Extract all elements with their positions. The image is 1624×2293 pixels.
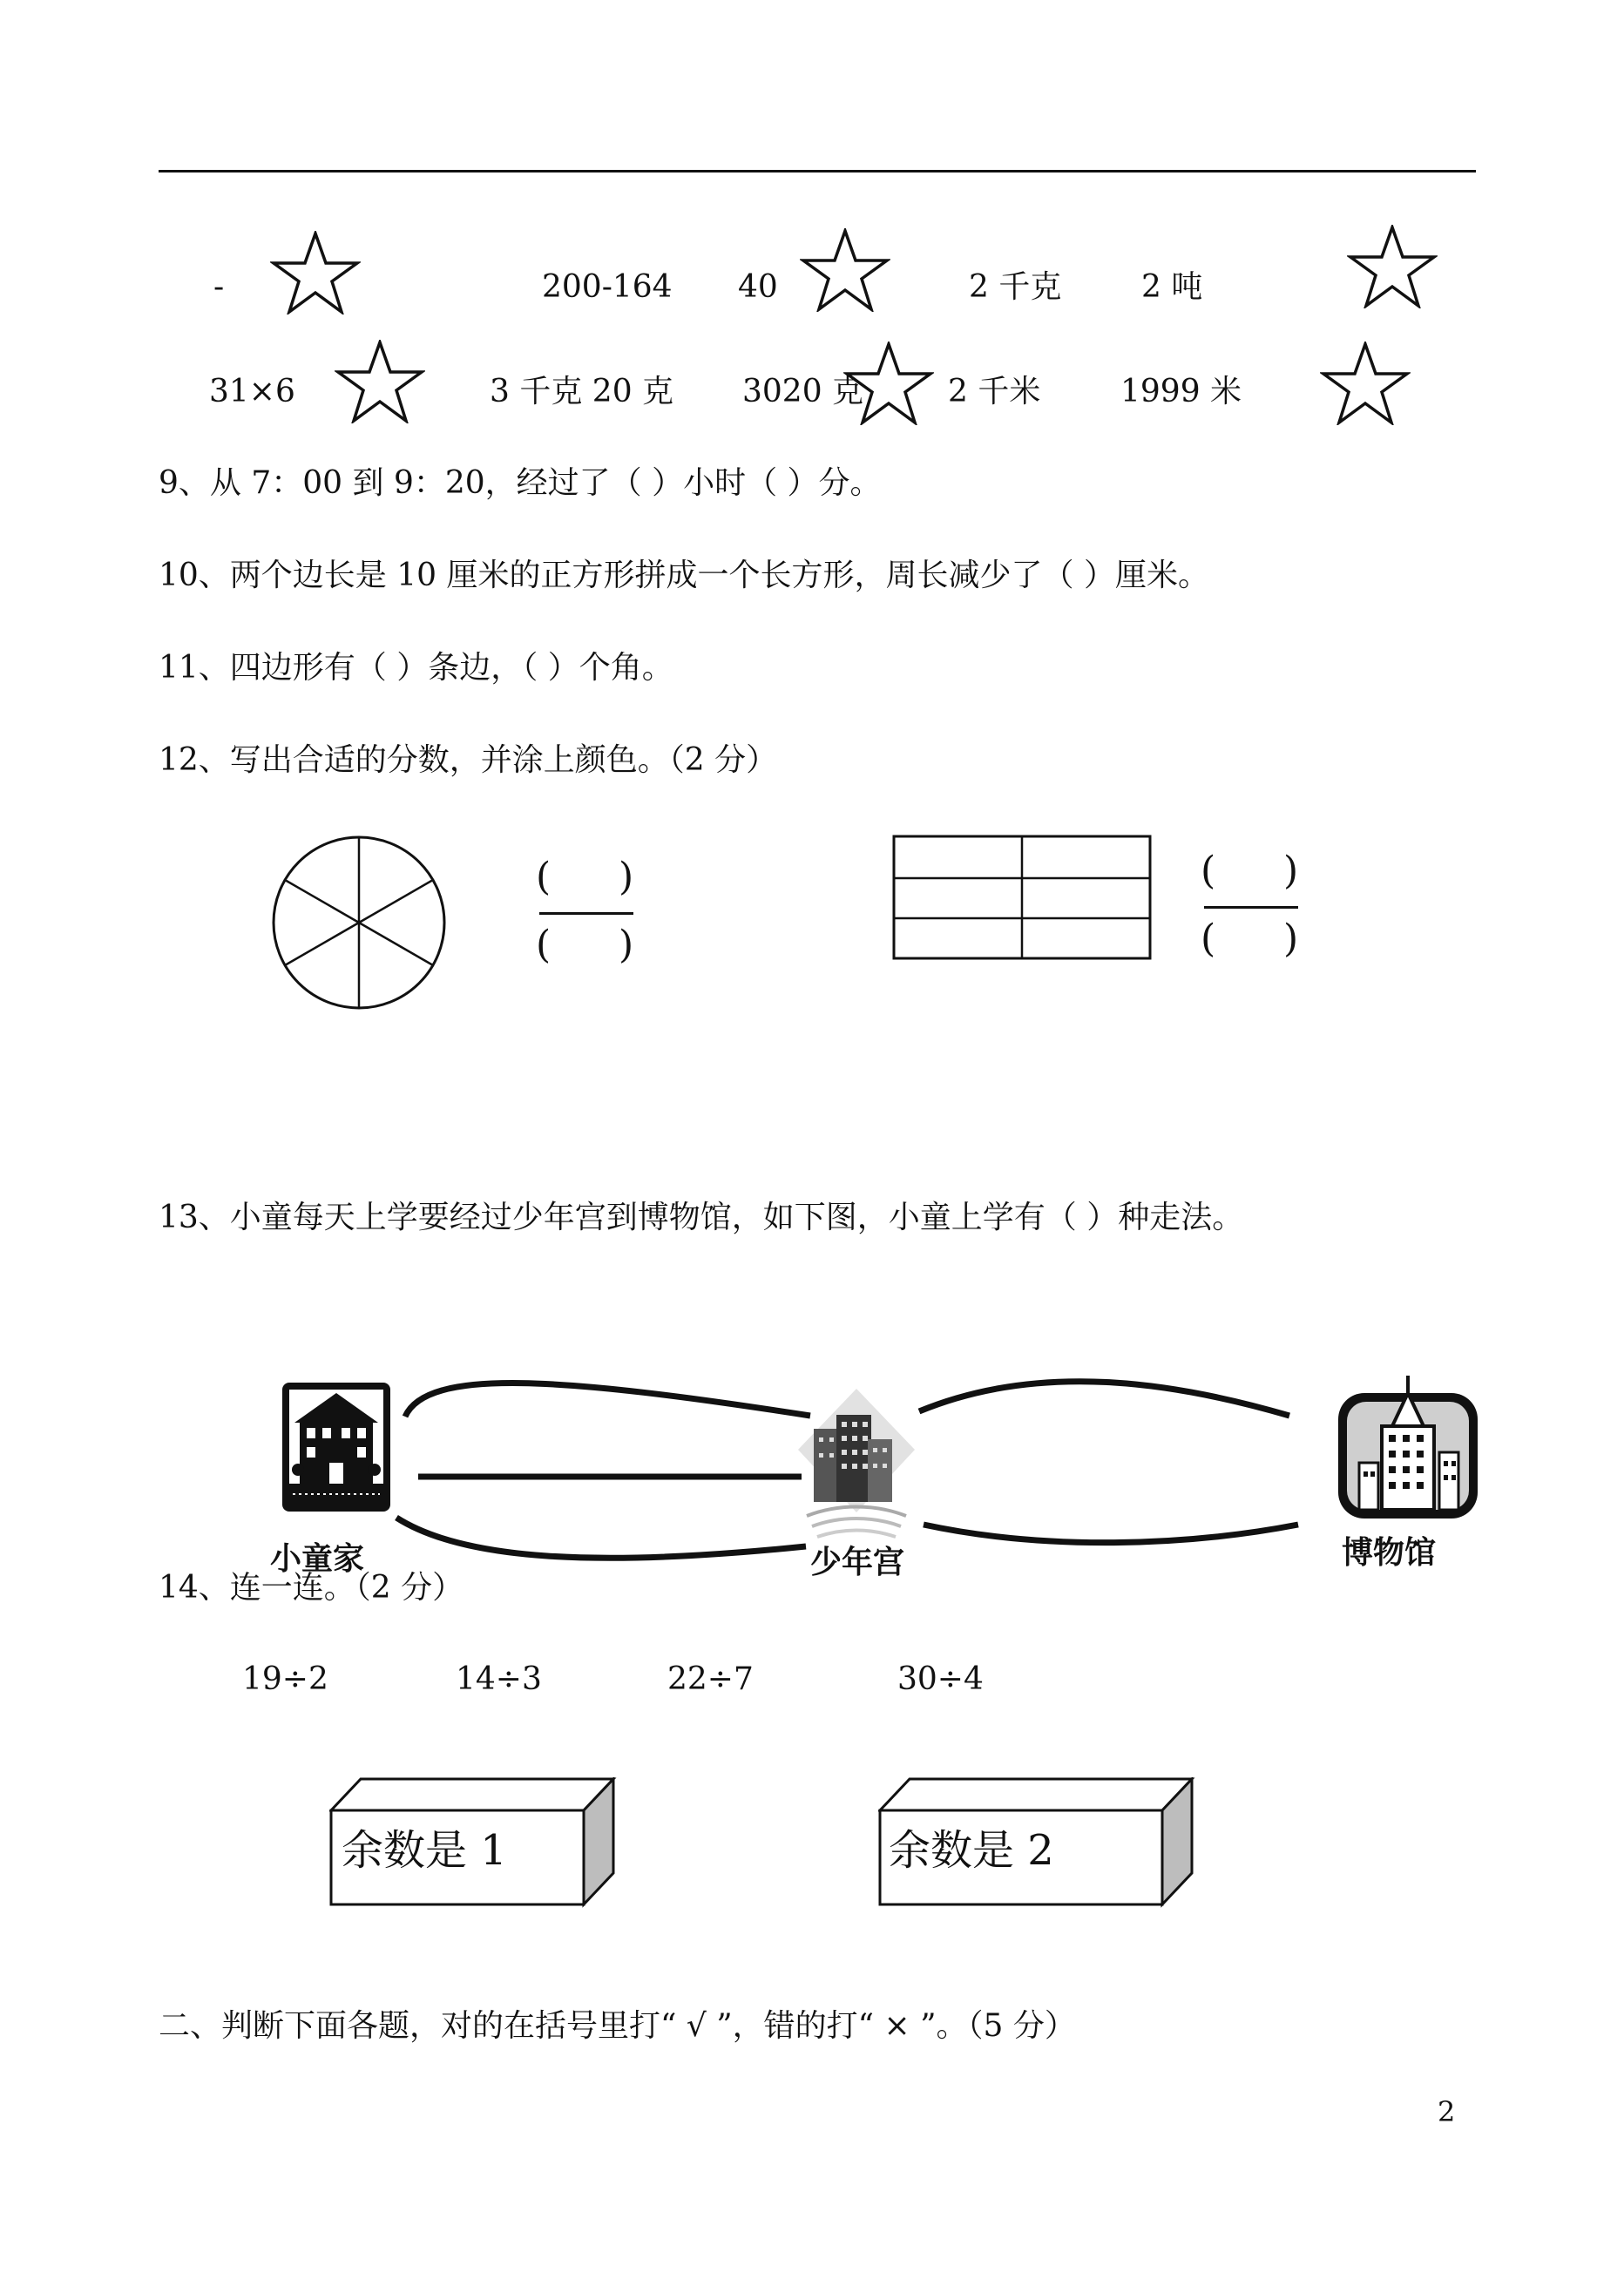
path-home-palace-3	[396, 1518, 806, 1558]
compare-dash: -	[213, 269, 225, 305]
star-icon[interactable]	[270, 231, 361, 315]
question-9: 9、从 7：00 到 9：20，经过了（ ）小时（ ）分。	[159, 465, 882, 501]
compare-value: 40	[738, 269, 778, 305]
star-icon[interactable]	[335, 340, 425, 423]
compare-expr: 200-164	[542, 269, 673, 305]
header-rule	[159, 170, 1476, 172]
division-expr[interactable]: 14÷3	[456, 1661, 542, 1697]
label-home: 小童家	[270, 1541, 365, 1577]
compare-value: 2 千米	[948, 374, 1041, 409]
label-palace: 少年宫	[810, 1545, 905, 1580]
fraction-bar	[1204, 906, 1298, 909]
palace-building-icon	[795, 1385, 918, 1551]
star-icon[interactable]	[843, 342, 934, 425]
fraction-answer-2[interactable]: ( ) ( )	[1201, 849, 1299, 961]
question-11: 11、四边形有（ ）条边，（ ）个角。	[159, 650, 673, 686]
division-expr[interactable]: 22÷7	[667, 1661, 754, 1697]
compare-value: 2 吨	[1141, 269, 1203, 305]
remainder-box-2-label: 余数是 2	[889, 1826, 1054, 1875]
path-home-palace-1	[405, 1383, 810, 1417]
path-palace-museum-2	[924, 1525, 1298, 1543]
question-13: 13、小童每天上学要经过少年宫到博物馆，如下图，小童上学有（ ）种走法。	[159, 1200, 1244, 1235]
question-14: 14、连一连。（2 分）	[159, 1570, 464, 1606]
compare-expr: 31×6	[209, 374, 295, 409]
compare-value: 1999 米	[1120, 374, 1242, 409]
section-2-heading: 二、判断下面各题，对的在括号里打“ √ ”，错的打“ × ”。（5 分）	[159, 2008, 1076, 2044]
question-10: 10、两个边长是 10 厘米的正方形拼成一个长方形，周长减少了（ ）厘米。	[159, 558, 1209, 593]
compare-value: 3 千克 20 克	[490, 374, 674, 409]
compare-value: 3020 克	[742, 374, 864, 409]
museum-building-icon	[1333, 1372, 1483, 1522]
fraction-bar	[539, 912, 633, 915]
star-icon[interactable]	[800, 228, 890, 312]
rectangle-sixths-figure[interactable]	[892, 835, 1152, 960]
star-icon[interactable]	[1347, 225, 1438, 308]
compare-value: 2 千克	[969, 269, 1062, 305]
division-expr[interactable]: 30÷4	[897, 1661, 984, 1697]
page-number: 2	[1438, 2095, 1456, 2128]
circle-sixths-figure[interactable]	[270, 834, 448, 1011]
star-icon[interactable]	[1320, 342, 1411, 425]
path-palace-museum-1	[919, 1382, 1289, 1416]
remainder-box-1-label: 余数是 1	[342, 1826, 507, 1875]
fraction-answer-1[interactable]: ( ) ( )	[536, 855, 634, 967]
label-museum: 博物馆	[1342, 1535, 1437, 1571]
home-house-icon	[281, 1381, 392, 1513]
question-12: 12、写出合适的分数，并涂上颜色。（2 分）	[159, 742, 778, 778]
division-expr[interactable]: 19÷2	[242, 1661, 328, 1697]
